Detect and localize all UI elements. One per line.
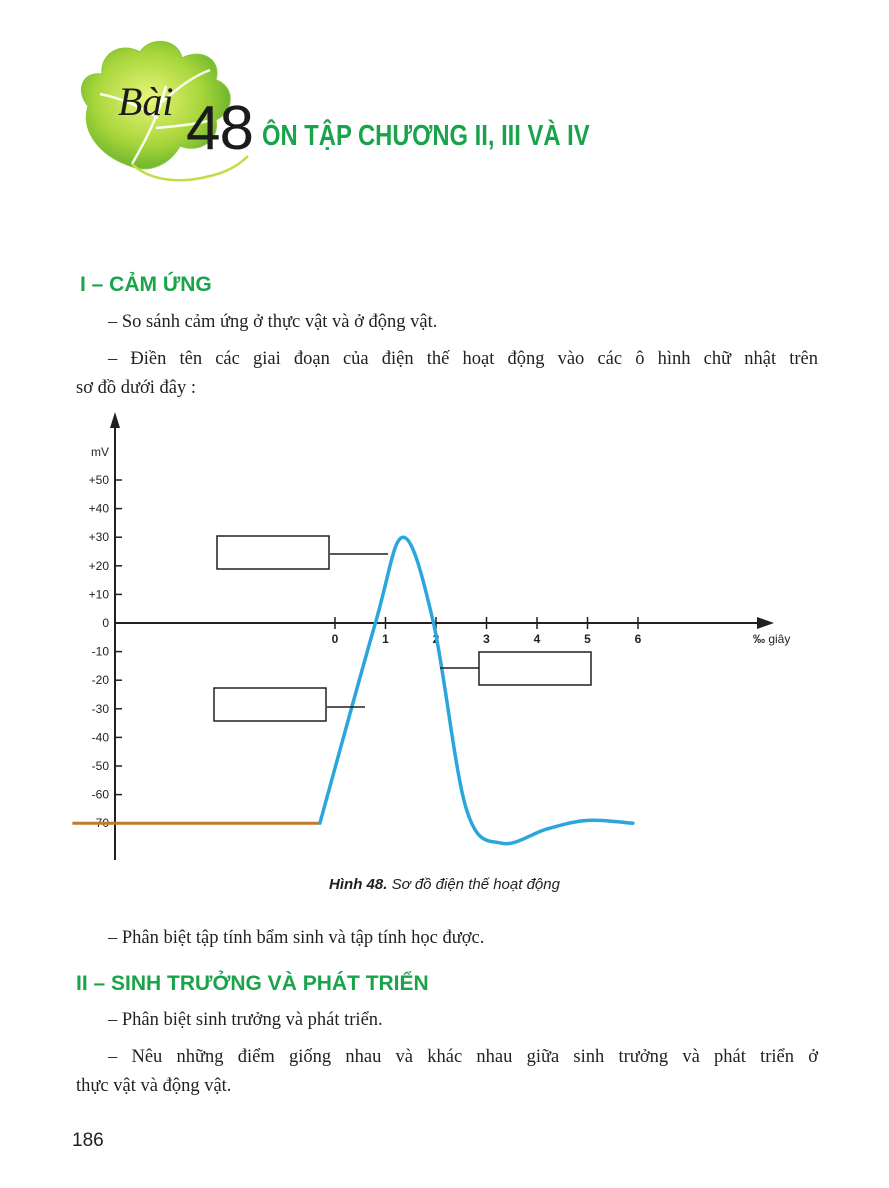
section-heading-2: II – SINH TRƯỞNG VÀ PHÁT TRIỂN	[76, 972, 429, 995]
lesson-number: 48	[186, 94, 253, 163]
y-tick-label: -10	[91, 644, 109, 659]
paragraph: – Điền tên các giai đoạn của điện thế hoạt động vào các ô hình chữ nhật trên	[108, 349, 818, 369]
y-tick-label: +40	[88, 501, 109, 516]
x-tick-label: 1	[382, 632, 389, 646]
y-tick-label: -40	[91, 730, 109, 745]
x-tick-label: 4	[533, 632, 541, 646]
label-box	[214, 688, 326, 721]
page-title: ÔN TẬP CHƯƠNG II, III VÀ IV	[262, 120, 590, 152]
paragraph: – Nêu những điểm giống nhau và khác nhau giữa sinh trưởng và phát triển ở	[108, 1047, 818, 1067]
x-axis-label: ‰ giây	[753, 632, 791, 646]
y-tick-label: -20	[91, 673, 109, 688]
caption-label: Hình 48.	[329, 876, 388, 893]
x-tick-label: 0	[331, 632, 339, 646]
x-tick-label: 5	[584, 632, 591, 646]
y-axis-arrow	[110, 412, 120, 428]
caption-text: Sơ đồ điện thế hoạt động	[387, 876, 560, 893]
paragraph: sơ đồ dưới đây :	[76, 378, 197, 398]
y-tick-label: -70	[91, 816, 109, 831]
x-tick-label: 6	[634, 632, 642, 646]
figure-caption	[0, 876, 889, 893]
paragraph: – Phân biệt sinh trưởng và phát triển.	[108, 1010, 383, 1030]
label-box	[217, 536, 329, 569]
action-potential-chart	[60, 410, 820, 870]
y-tick-label: +50	[88, 473, 109, 487]
y-tick-label: -50	[91, 759, 109, 773]
action-potential-curve	[320, 537, 633, 844]
paragraph: thực vật và động vật.	[76, 1076, 232, 1096]
paragraph: – Phân biệt tập tính bẩm sinh và tập tính học được.	[108, 928, 485, 948]
x-tick-label: 2	[432, 632, 440, 646]
y-tick-label: +20	[88, 558, 109, 573]
y-tick-label: -60	[91, 787, 109, 802]
page-number: 186	[72, 1130, 104, 1151]
lesson-label: Bài	[118, 79, 174, 124]
section-heading-1: I – CẢM ỨNG	[80, 273, 212, 296]
paragraph: – So sánh cảm ứng ở thực vật và ở động vật.	[108, 312, 438, 332]
y-axis-label: mV	[91, 445, 109, 459]
y-tick-label: +30	[88, 530, 109, 545]
label-box	[479, 652, 591, 685]
y-tick-label: 0	[102, 616, 109, 630]
x-tick-label: 3	[483, 632, 490, 646]
x-axis-arrow	[757, 617, 774, 629]
y-tick-label: -30	[91, 701, 109, 716]
action-potential-figure	[60, 410, 820, 875]
y-tick-label: +10	[88, 587, 109, 602]
